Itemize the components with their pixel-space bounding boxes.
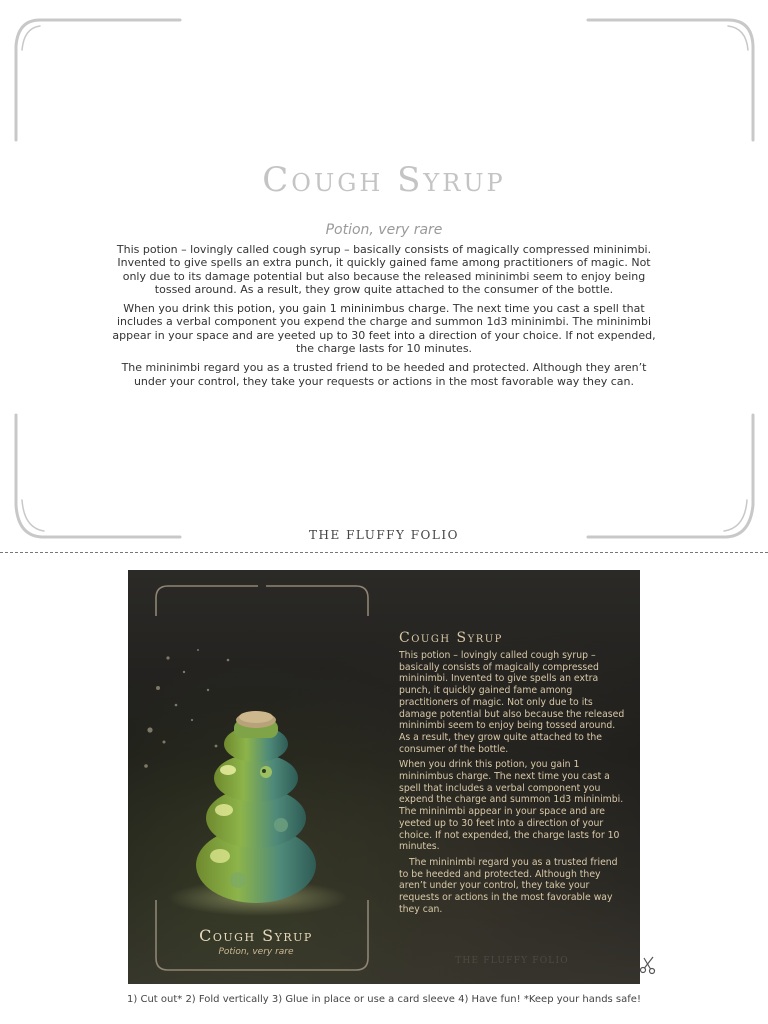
item-title: Cough Syrup [262,160,506,200]
card-back-side [128,570,640,984]
publisher-footer: THE FLUFFY FOLIO [309,528,459,542]
card-front-rarity: Potion, very rare [218,947,294,957]
card-publisher-footer: THE FLUFFY FOLIO [455,956,569,966]
scissors-icon [638,955,658,975]
fold-line [0,552,768,553]
card-front-label: Cough Syrup [199,926,313,945]
description-paragraph: When you drink this potion, you gain 1 mininimbus charge. The next time you cast a spell that includes a verbal component you expend the charge and summon 1d3 mininimbi. The mininimbi appear in your space and are yeeted up to 30 feet into a direction of your choice. If not expended, the charge lasts for 10 minutes. [112,302,656,356]
assembly-instructions: 1) Cut out* 2) Fold vertically 3) Glue in place or use a card sleeve 4) Have fun! *Keep your hands safe! [127,994,641,1005]
potion-bottle-illustration [196,711,316,903]
description-paragraph: The mininimbi regard you as a trusted friend to be heeded and protected. Although they aren’t under your control, they take your requests or actions in the most favorable way they can. [121,361,647,388]
item-rarity: Potion, very rare [325,222,443,238]
card-back-description [399,650,625,919]
description-paragraph: When you drink this potion, you gain 1 mininimbus charge. The next time you cast a spell that includes a verbal component you expend the charge and summon 1d3 mininimbi. The mininimbi appear in your space and are yeeted up to 30 feet into a direction of your choice. If not expended, the charge lasts for 10 minutes. [399,759,624,853]
description-paragraph: This potion – lovingly called cough syrup – basically consists of magically compressed mininimbi. Invented to give spells an extra punch, it quickly gained fame among practitioners of magic. Not only due to its damage potential but also because the released mininimbi seem to enjoy being tossed around. As a result, they grow quite attached to the consumer of the bottle. [116,243,652,296]
card-back-title: Cough Syrup [399,630,503,646]
description-paragraph: This potion – lovingly called cough syrup – basically consists of magically compressed mininimbi. Invented to give spells an extra punch, it quickly gained fame among practitioners of magic. Not only due to its damage potential but also because the released mininimbi seem to enjoy being tossed around. As a result, they grow quite attached to the consumer of the bottle. [399,650,625,755]
item-description [110,243,658,394]
description-paragraph: The mininimbi regard you as a trusted friend to be heeded and protected. Although they aren’t under your control, they take your requests or actions in the most favorable way they can. [399,856,618,915]
